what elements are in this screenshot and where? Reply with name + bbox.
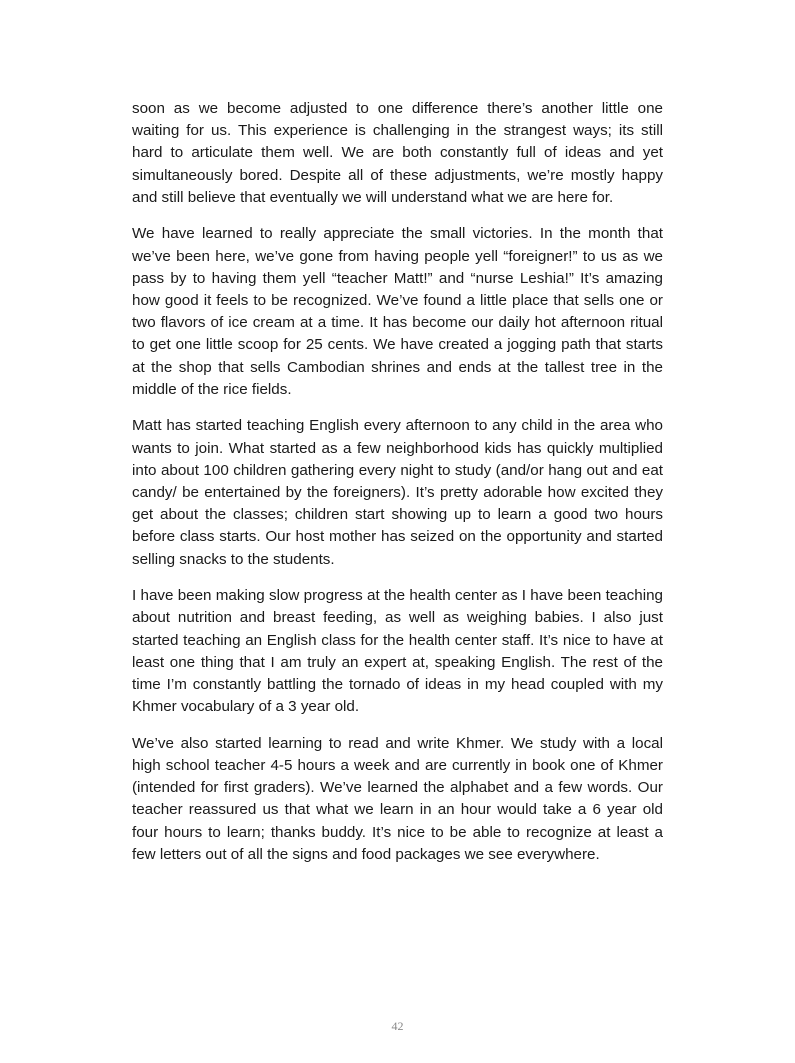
paragraph-3: Matt has started teaching English every afternoon to any child in the area who wants to join. What started as a few neighborhood kids has quickly multiplied into about 100 children gathering every night to study (and/or hang out and eat candy/ be entertained by the foreigners). It’s pretty adorable how excited they get about the classes; children start showing up to learn a good two hours before class starts. Our host mother has seized on the opportunity and started selling snacks to the students.: [132, 417, 663, 568]
page-number: 42: [391, 1019, 404, 1033]
body-text: [132, 98, 663, 880]
paragraph-1: soon as we become adjusted to one difference there’s another little one waiting for us. This experience is challenging in the strangest ways; its still hard to articulate them well. We are both constantly full of ideas and yet simultaneously bored. Despite all of these adjustments, we’re mostly happy and still believe that eventually we will understand what we are here for.: [132, 100, 663, 206]
paragraph-4: I have been making slow progress at the health center as I have been teaching about nutrition and breast feeding, as well as weighing babies. I also just started teaching an English class for the health center staff. It’s nice to have at least one thing that I am truly an expert at, speaking English. The rest of the time I’m constantly battling the tornado of ideas in my head coupled with my Khmer vocabulary of a 3 year old.: [132, 587, 663, 716]
paragraph-5: We’ve also started learning to read and write Khmer. We study with a local high school teacher 4-5 hours a week and are currently in book one of Khmer (intended for first graders). We’ve learned the alphabet and a few words. Our teacher reassured us that what we learn in an hour would take a 6 year old four hours to learn; thanks buddy. It’s nice to be able to recognize at least a few letters out of all the signs and food packages we see everywhere.: [132, 734, 663, 863]
paragraph-2: We have learned to really appreciate the small victories. In the month that we’ve been here, we’ve gone from having people yell “foreigner!” to us as we pass by to having them yell “teacher Matt!” and “nurse Leshia!” It’s amazing how good it feels to be recognized. We’ve found a little place that sells one or two flavors of ice cream at a time. It has become our daily hot afternoon ritual to get one little scoop for 25 cents. We have created a jogging path that starts at the shop that sells Cambodian shrines and ends at the tallest tree in the middle of the rice fields.: [132, 225, 663, 398]
